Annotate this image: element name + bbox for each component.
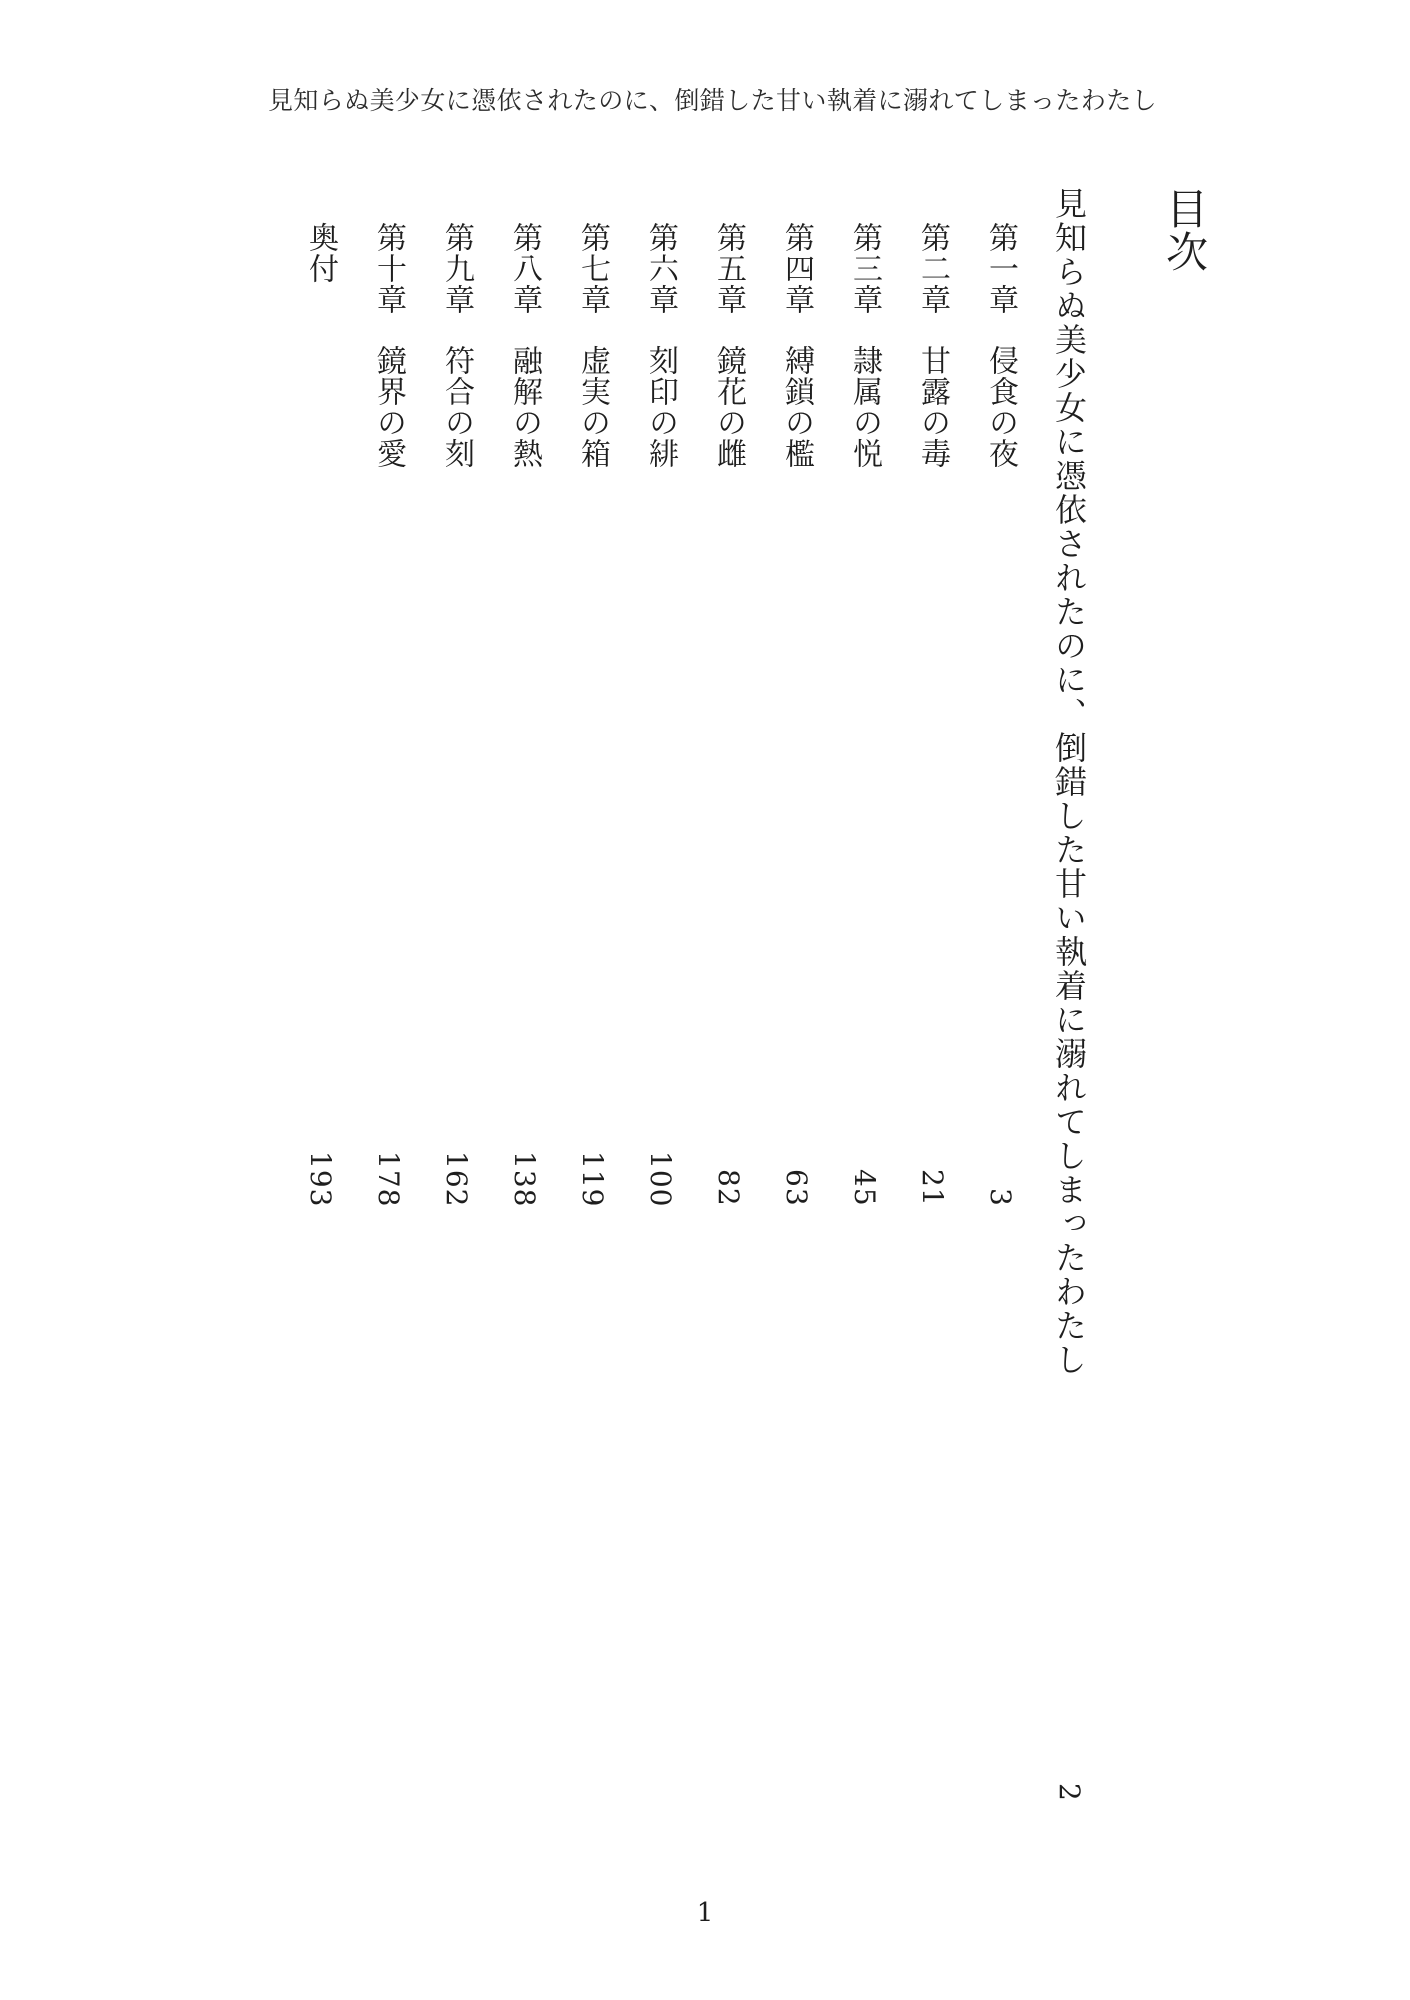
table-of-contents: [303, 187, 1209, 1837]
page-number: 63: [780, 1169, 813, 1207]
page-number: 21: [916, 1169, 949, 1207]
toc-entry-chapter-10: [371, 222, 406, 1207]
chapter-title: 縛鎖の檻: [779, 345, 814, 469]
chapter-label: 第六章: [643, 222, 678, 315]
chapter-label: 第二章: [915, 222, 950, 315]
chapter-text: [983, 222, 1018, 469]
chapter-label: 第九章: [439, 222, 474, 315]
chapter-title: 甘露の毒: [915, 345, 950, 469]
page-number: 162: [440, 1150, 473, 1207]
chapter-text: [711, 222, 746, 469]
toc-title-text: 見知らぬ美少女に憑依されたのに、倒錯した甘い執着に溺れてしまったわたし: [1050, 187, 1088, 1377]
chapter-text: [371, 222, 406, 469]
toc-entry-chapter-1: [983, 222, 1018, 1207]
toc-title-entry: [1050, 187, 1088, 1802]
chapter-list: [303, 187, 1018, 1837]
chapter-text: [779, 222, 814, 469]
chapter-text: [643, 222, 678, 469]
toc-entry-chapter-3: [847, 222, 882, 1207]
chapter-text: [575, 222, 610, 469]
toc-entry-chapter-8: [507, 222, 542, 1207]
chapter-label: 第三章: [847, 222, 882, 315]
chapter-title: 侵食の夜: [983, 345, 1018, 469]
chapter-text: [303, 222, 338, 284]
chapter-title: 鏡界の愛: [371, 345, 406, 469]
page-number: 82: [712, 1169, 745, 1207]
chapter-text: [507, 222, 542, 469]
chapter-title: 隷属の悦: [847, 345, 882, 469]
chapter-title: 虚実の箱: [575, 345, 610, 469]
toc-heading: 目次: [1160, 187, 1209, 273]
chapter-title: 鏡花の雌: [711, 345, 746, 469]
toc-entry-chapter-7: [575, 222, 610, 1207]
page-number: 2: [1053, 1783, 1086, 1802]
folio-page-number: 1: [696, 1898, 714, 1928]
chapter-label: 第十章: [371, 222, 406, 315]
chapter-label: 第七章: [575, 222, 610, 315]
page-number: 45: [848, 1169, 881, 1207]
toc-entry-chapter-2: [915, 222, 950, 1207]
chapter-title: 融解の熱: [507, 345, 542, 469]
chapter-text: [847, 222, 882, 469]
chapter-label: 第四章: [779, 222, 814, 315]
page-number: 193: [304, 1150, 337, 1207]
page-number: 119: [576, 1150, 609, 1207]
chapter-label: 奥付: [303, 222, 338, 284]
chapter-title: 刻印の緋: [643, 345, 678, 469]
toc-entry-chapter-5: [711, 222, 746, 1207]
chapter-label: 第一章: [983, 222, 1018, 315]
page-number: 100: [644, 1150, 677, 1207]
page-number: 3: [984, 1188, 1017, 1207]
chapter-title: 符合の刻: [439, 345, 474, 469]
toc-entry-colophon: [303, 222, 338, 1207]
toc-entry-chapter-6: [643, 222, 678, 1207]
chapter-label: 第八章: [507, 222, 542, 315]
toc-entry-chapter-9: [439, 222, 474, 1207]
page-number: 138: [508, 1150, 541, 1207]
chapter-label: 第五章: [711, 222, 746, 315]
toc-entry-chapter-4: [779, 222, 814, 1207]
chapter-text: [439, 222, 474, 469]
page-number: 178: [372, 1150, 405, 1207]
running-header: 見知らぬ美少女に憑依されたのに、倒錯した甘い執着に溺れてしまったわたし: [268, 86, 1158, 115]
chapter-text: [915, 222, 950, 469]
